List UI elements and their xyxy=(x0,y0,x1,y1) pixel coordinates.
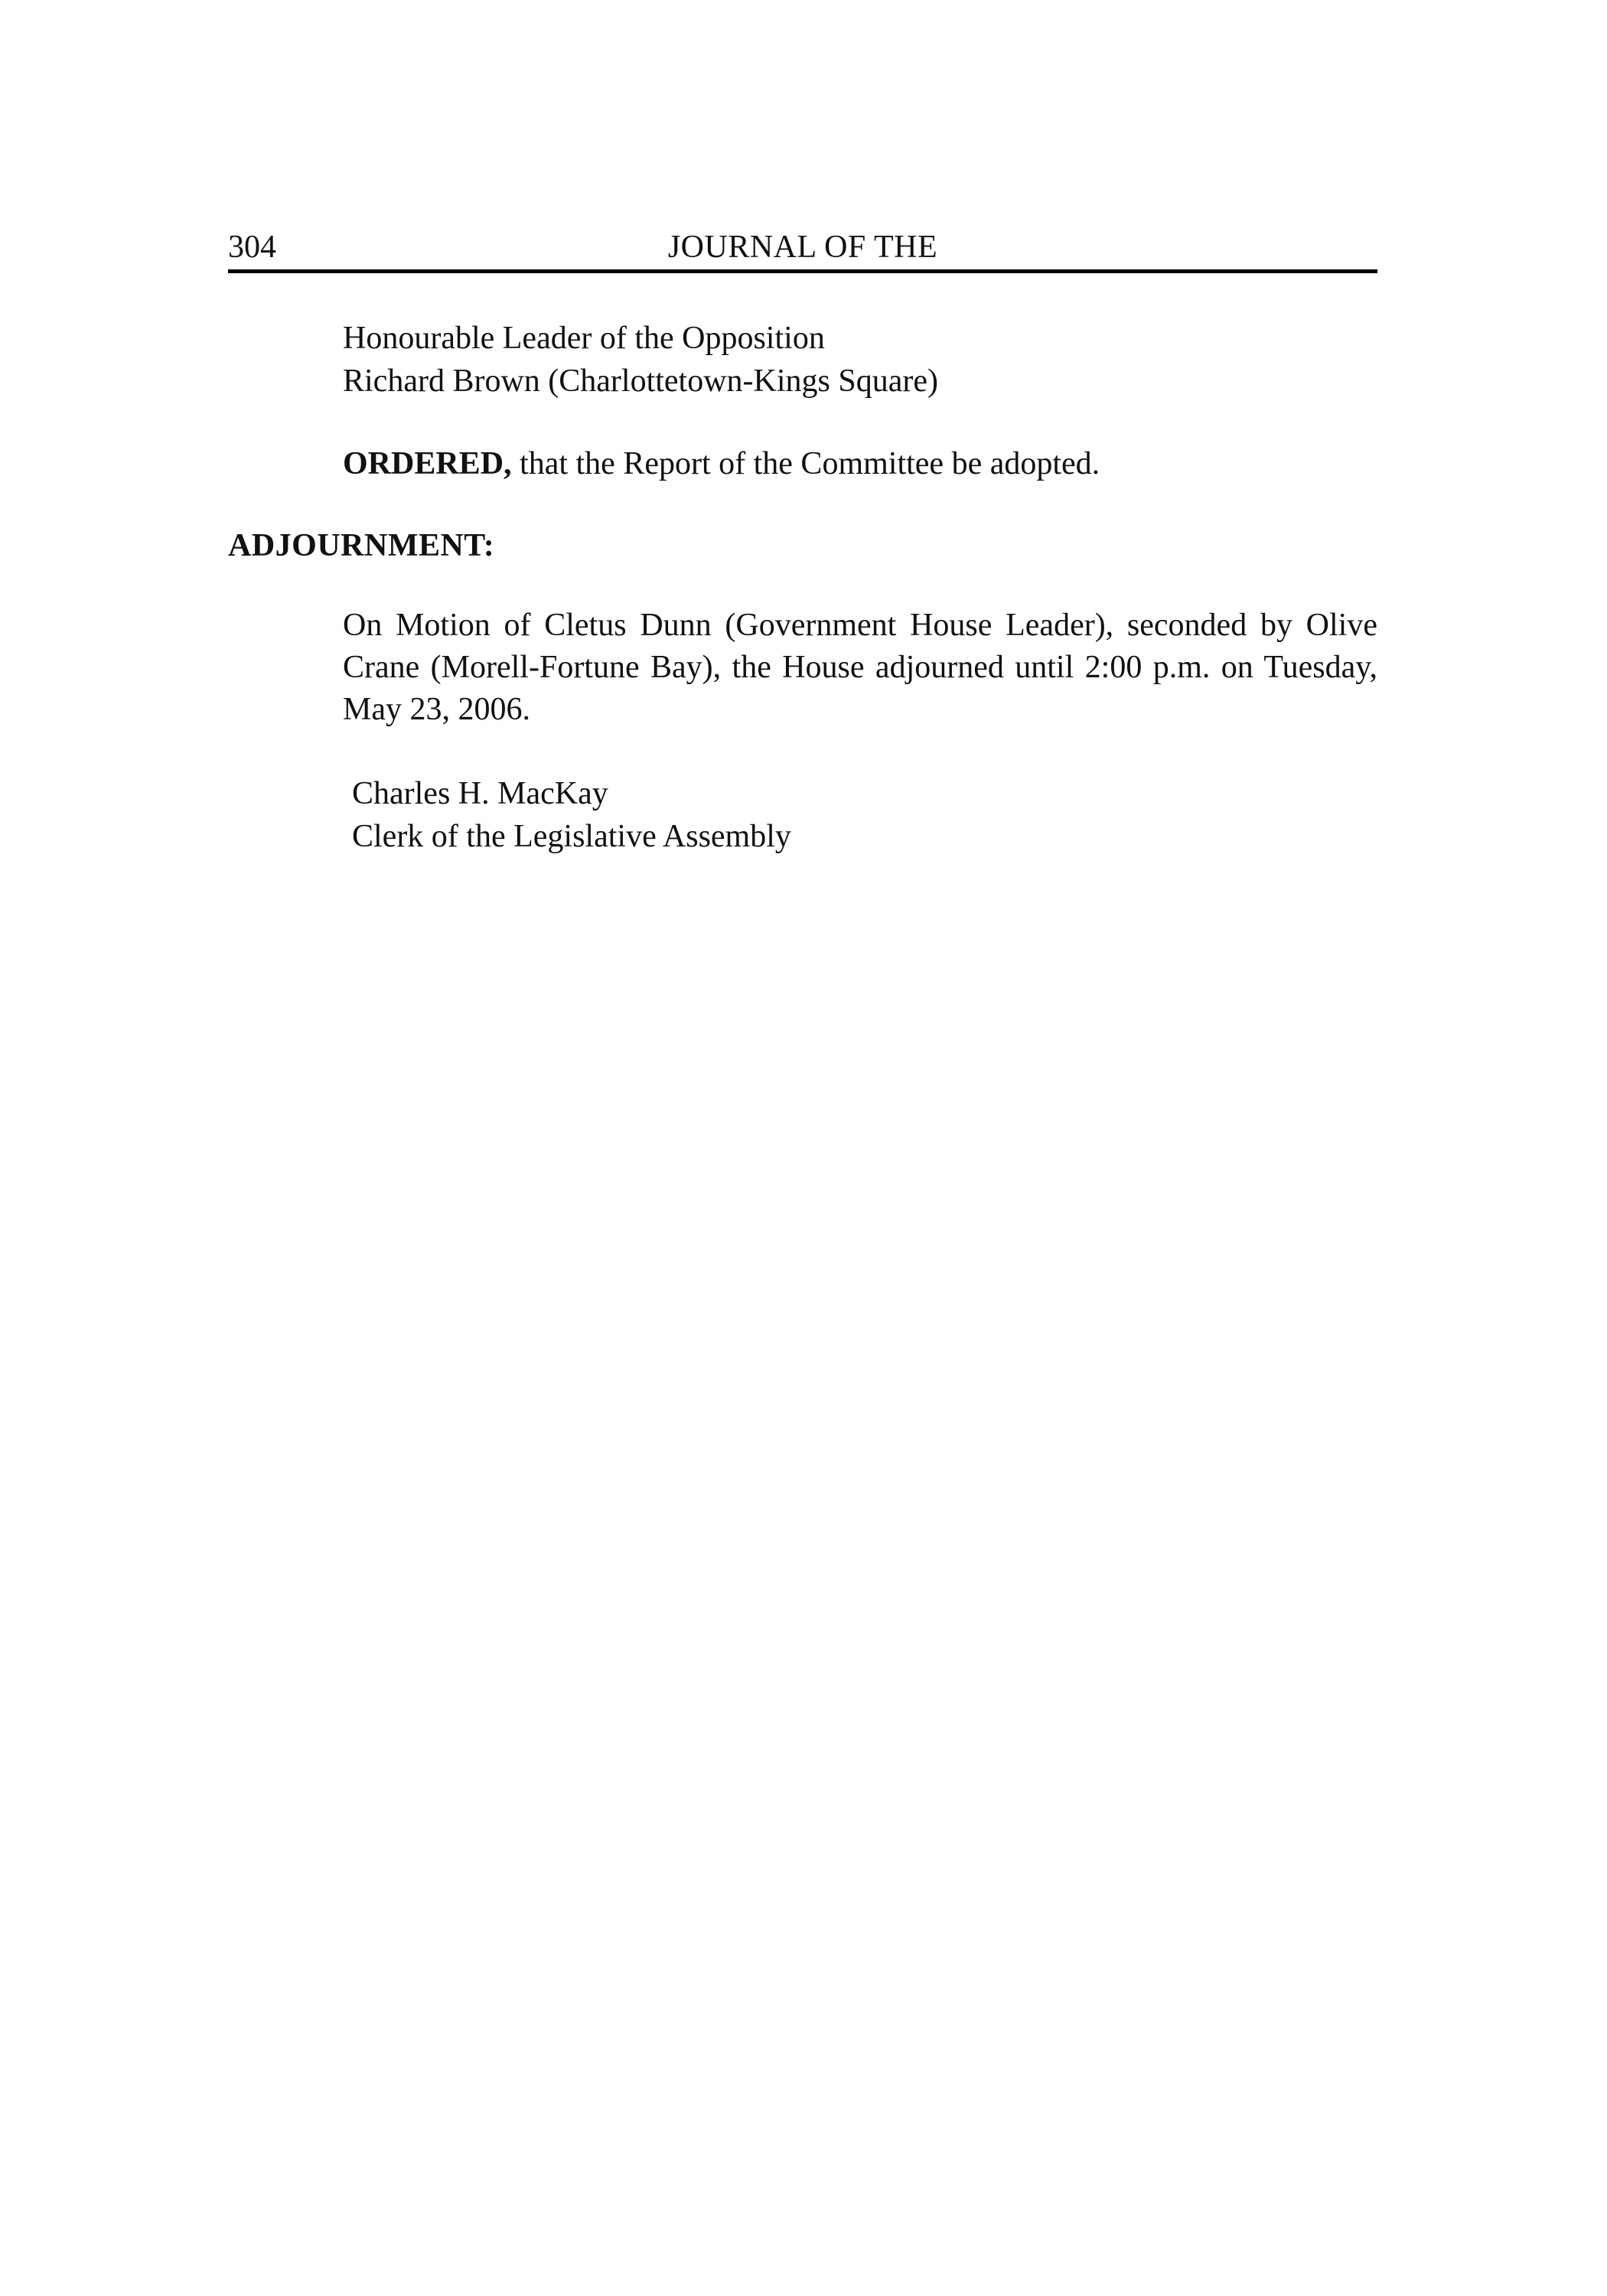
adjournment-paragraph: On Motion of Cletus Dunn (Government House Leader), seconded by Olive Crane (Morell-Fortune Bay), the House adjourned until 2:00 p.m. on Tuesday, May 23, 2006. xyxy=(343,608,1377,727)
signatory-name: Charles H. MacKay xyxy=(352,776,608,811)
member-name: Richard Brown (Charlottetown-Kings Square) xyxy=(343,364,939,399)
ordered-keyword: ORDERED, xyxy=(343,446,512,481)
running-head: JOURNAL OF THE xyxy=(667,230,938,265)
ordered-paragraph xyxy=(343,442,1100,485)
ordered-text: that the Report of the Committee be adopted. xyxy=(511,446,1100,481)
committee-member-entry xyxy=(343,317,938,403)
signatory-title: Clerk of the Legislative Assembly xyxy=(352,819,791,854)
member-title: Honourable Leader of the Opposition xyxy=(343,321,825,356)
page-header xyxy=(228,227,1377,273)
adjournment-heading: ADJOURNMENT: xyxy=(228,528,495,563)
signature-block xyxy=(352,772,791,858)
page-number: 304 xyxy=(228,230,276,265)
